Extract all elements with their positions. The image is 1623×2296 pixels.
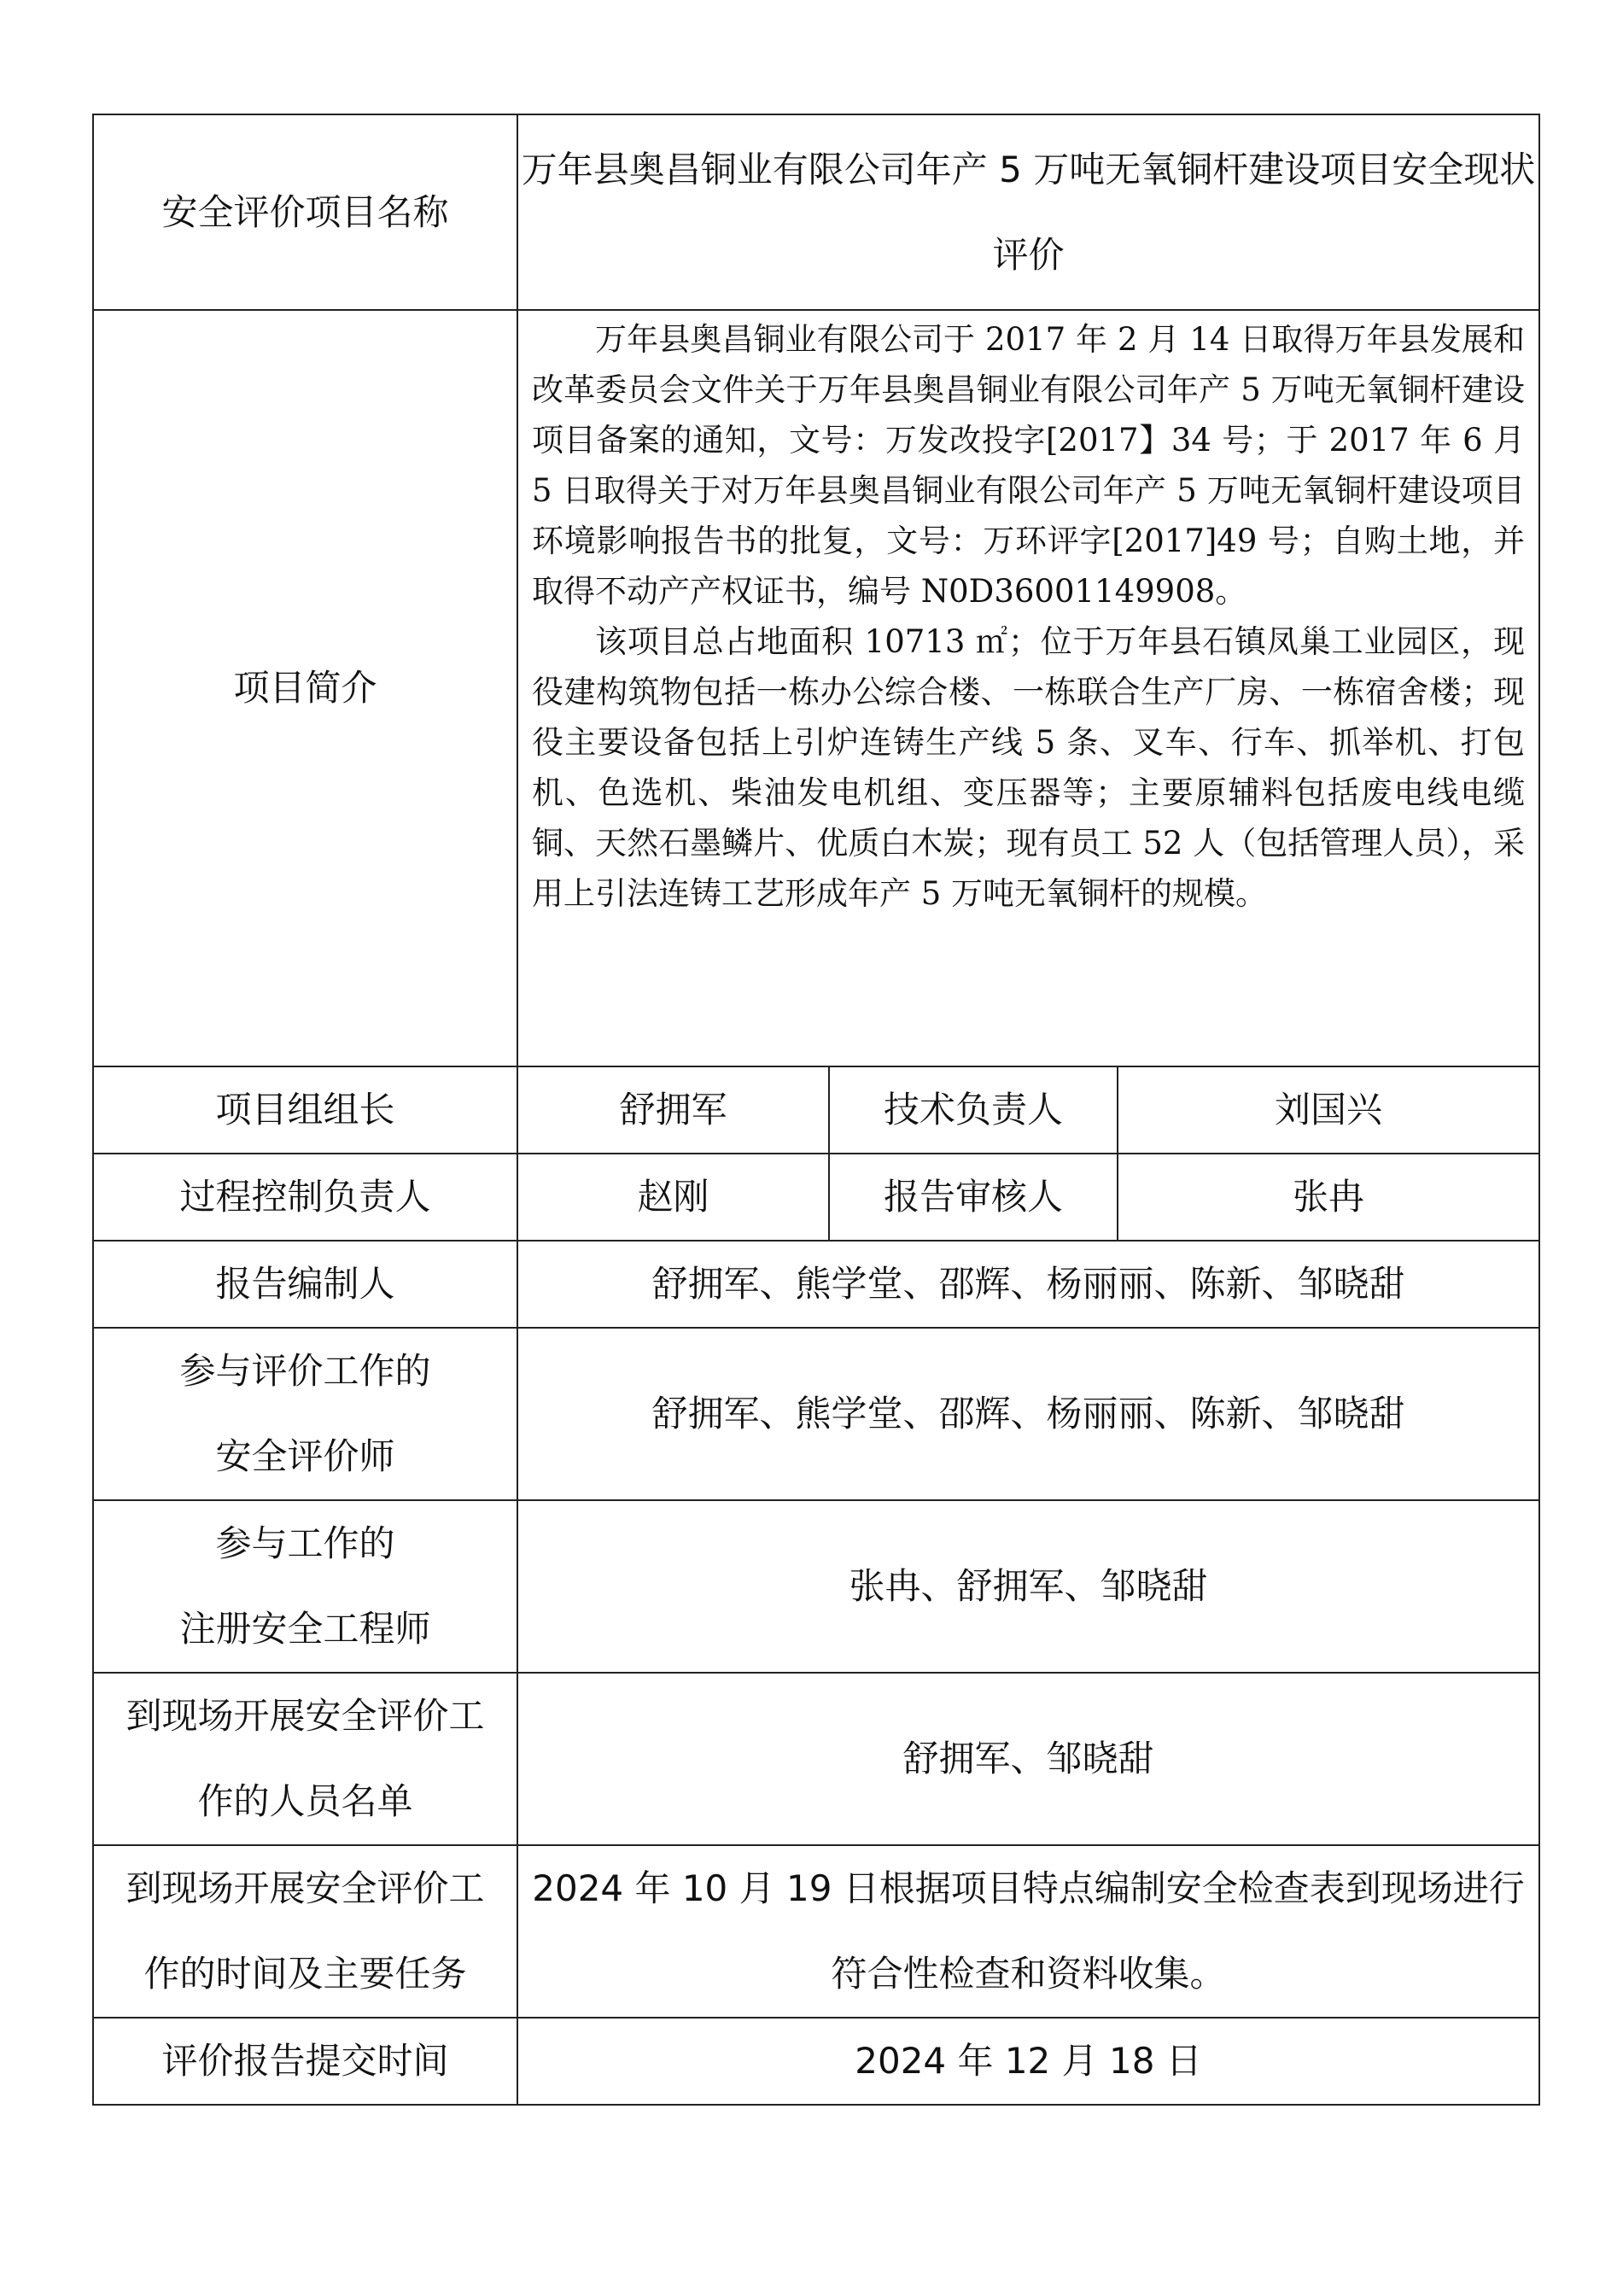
evaluators-label-line-2: 安全评价师 xyxy=(215,1435,395,1477)
evaluators-label-line-1: 参与评价工作的 xyxy=(179,1350,431,1392)
compiler-value: 舒拥军、熊学堂、邵辉、杨丽丽、陈新、邹晓甜 xyxy=(517,1241,1539,1328)
intro-paragraph-2: 该项目总占地面积 10713 ㎡；位于万年县石镇凤巢工业园区，现役建构筑物包括一栋办公综合楼、一栋联合生产厂房、一栋宿舍楼；现役主要设备包括上引炉连铸生产线 5 条、叉车、行车、抓举机、打包机、色选机、柴油发电机组、变压器等；主要原辅料包括废电线电缆铜、天然石墨鳞片、优质白木炭；现有员工 52 人（包括管理人员），采用上引法连铸工艺形成年产 5 万吨无氧铜杆的规模。 xyxy=(532,623,1526,912)
tech-label: 技术负责人 xyxy=(829,1066,1118,1154)
site-task-label-line-1: 到现场开展安全评价工 xyxy=(126,1867,485,1909)
evaluators-label xyxy=(93,1328,517,1500)
site-staff-label xyxy=(93,1673,517,1845)
site-task-value: 2024 年 10 月 19 日根据项目特点编制安全检查表到现场进行符合性检查和资料收集。 xyxy=(517,1845,1539,2018)
engineers-label-line-2: 注册安全工程师 xyxy=(179,1608,431,1650)
intro-content xyxy=(517,310,1539,1066)
site-staff-value: 舒拥军、邹晓甜 xyxy=(517,1673,1539,1845)
process-label: 过程控制负责人 xyxy=(93,1154,517,1241)
engineers-label xyxy=(93,1500,517,1673)
reviewer-label: 报告审核人 xyxy=(829,1154,1118,1241)
project-name-value: 万年县奥昌铜业有限公司年产 5 万吨无氧铜杆建设项目安全现状评价 xyxy=(517,114,1539,310)
evaluators-value: 舒拥军、熊学堂、邵辉、杨丽丽、陈新、邹晓甜 xyxy=(517,1328,1539,1500)
project-info-table xyxy=(92,114,1540,2106)
row-process xyxy=(93,1154,1539,1241)
reviewer-value: 张冉 xyxy=(1118,1154,1539,1241)
row-submit xyxy=(93,2018,1539,2105)
row-engineers xyxy=(93,1500,1539,1673)
site-task-label xyxy=(93,1845,517,2018)
tech-value: 刘国兴 xyxy=(1118,1066,1539,1154)
project-name-label: 安全评价项目名称 xyxy=(93,114,517,310)
intro-label: 项目简介 xyxy=(93,310,517,1066)
engineers-value: 张冉、舒拥军、邹晓甜 xyxy=(517,1500,1539,1673)
leader-value: 舒拥军 xyxy=(517,1066,829,1154)
intro-paragraph-1: 万年县奥昌铜业有限公司于 2017 年 2 月 14 日取得万年县发展和改革委员会文件关于万年县奥昌铜业有限公司年产 5 万吨无氧铜杆建设项目备案的通知，文号：万发改投字[2017】34 号；于 2017 年 6 月 5 日取得关于对万年县奥昌铜业有限公司年产 5 万吨无氧铜杆建设项目环境影响报告书的批复，文号：万环评字[2017]49 号；自购土地，并取得不动产产权证书，编号 N0D36001149908。 xyxy=(532,321,1526,610)
row-leader xyxy=(93,1066,1539,1154)
submit-label: 评价报告提交时间 xyxy=(93,2018,517,2105)
submit-date-value: 2024 年 12 月 18 日 xyxy=(517,2018,1539,2105)
site-staff-label-line-2: 作的人员名单 xyxy=(197,1780,413,1822)
row-site-staff xyxy=(93,1673,1539,1845)
site-task-label-line-2: 作的时间及主要任务 xyxy=(143,1953,467,1995)
row-project-name xyxy=(93,114,1539,310)
process-value: 赵刚 xyxy=(517,1154,829,1241)
compiler-label: 报告编制人 xyxy=(93,1241,517,1328)
engineers-label-line-1: 参与工作的 xyxy=(215,1522,395,1564)
row-intro xyxy=(93,310,1539,1066)
row-compiler xyxy=(93,1241,1539,1328)
row-evaluators xyxy=(93,1328,1539,1500)
row-site-task xyxy=(93,1845,1539,2018)
leader-label: 项目组组长 xyxy=(93,1066,517,1154)
site-staff-label-line-1: 到现场开展安全评价工 xyxy=(126,1695,485,1737)
